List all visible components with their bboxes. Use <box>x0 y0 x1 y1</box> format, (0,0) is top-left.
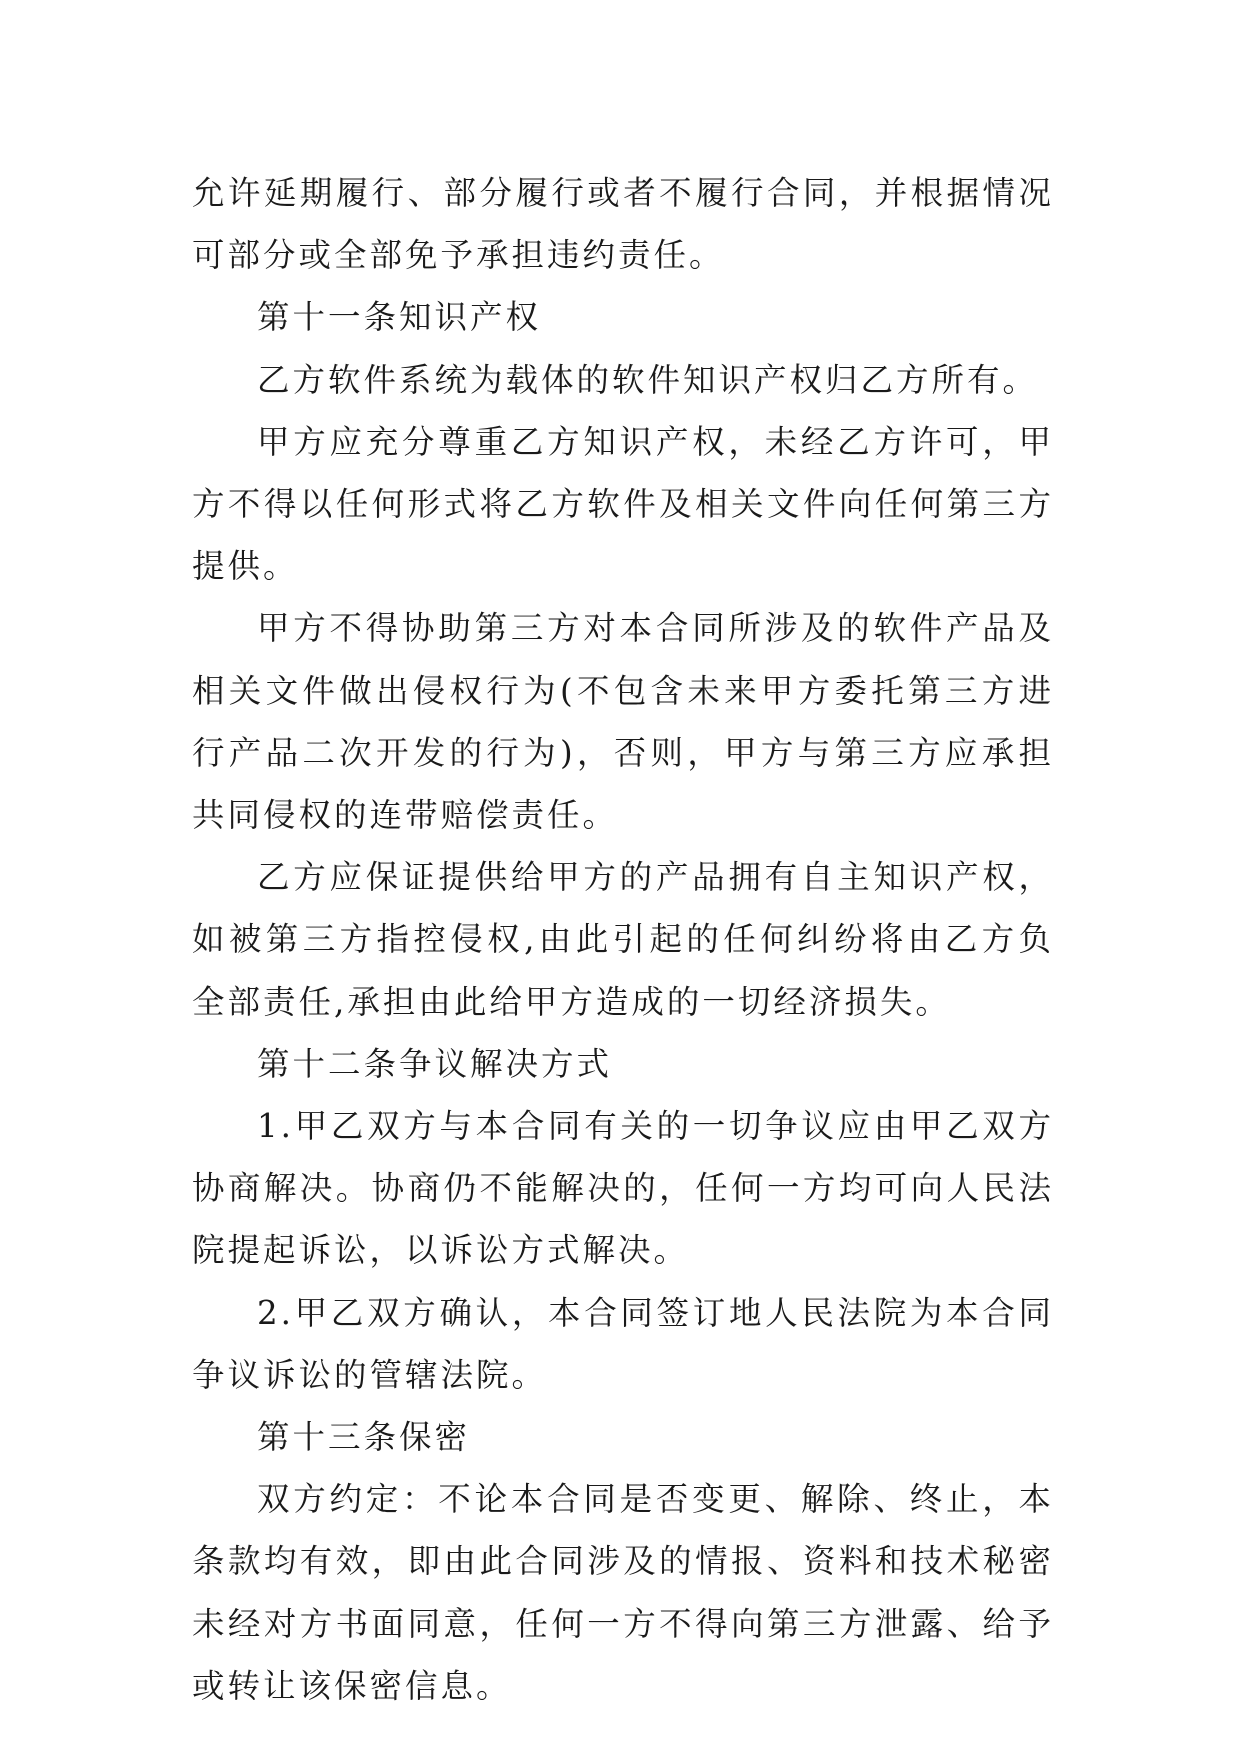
numbered-paragraph-2: 2.甲乙双方确认，本合同签订地人民法院为本合同争议诉讼的管辖法院。 <box>192 1293 1054 1394</box>
document-body <box>192 162 1054 1717</box>
section-heading-13: 第十三条保密 <box>257 1418 471 1457</box>
paragraph-continuation: 允许延期履行、部分履行或者不履行合同，并根据情况可部分或全部免予承担违约责任。 <box>192 174 1054 275</box>
numbered-paragraph-1: 1.甲乙双方与本合同有关的一切争议应由甲乙双方协商解决。协商仍不能解决的，任何一方均可向人民法院提起诉讼，以诉讼方式解决。 <box>192 1107 1054 1270</box>
paragraph: 乙方应保证提供给甲方的产品拥有自主知识产权，如被第三方指控侵权,由此引起的任何纠纷将由乙方负全部责任,承担由此给甲方造成的一切经济损失。 <box>192 858 1054 1021</box>
section-heading-11: 第十一条知识产权 <box>257 298 542 337</box>
section-heading-12: 第十二条争议解决方式 <box>257 1044 613 1083</box>
paragraph: 甲方应充分尊重乙方知识产权，未经乙方许可，甲方不得以任何形式将乙方软件及相关文件向任何第三方提供。 <box>192 422 1054 586</box>
paragraph: 甲方不得协助第三方对本合同所涉及的软件产品及相关文件做出侵权行为(不包含未来甲方委托第三方进行产品二次开发的行为)，否则，甲方与第三方应承担共同侵权的连带赔偿责任。 <box>192 609 1054 835</box>
paragraph: 双方约定：不论本合同是否变更、解除、终止，本条款均有效，即由此合同涉及的情报、资料和技术秘密未经对方书面同意，任何一方不得向第三方泄露、给予或转让该保密信息。 <box>192 1480 1054 1705</box>
paragraph: 乙方软件系统为载体的软件知识产权归乙方所有。 <box>257 360 1039 399</box>
